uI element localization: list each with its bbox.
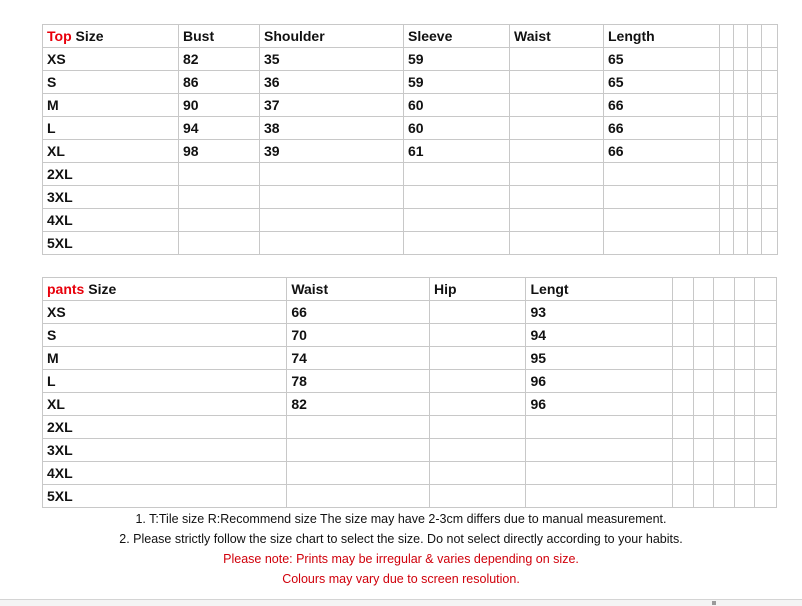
measurement-cell: 70 bbox=[287, 324, 430, 347]
measurement-cell bbox=[404, 232, 510, 255]
spacer-cell bbox=[693, 301, 714, 324]
spacer-cell bbox=[714, 324, 735, 347]
spacer-cell bbox=[734, 48, 748, 71]
measurement-cell bbox=[510, 163, 604, 186]
measurement-cell bbox=[260, 209, 404, 232]
spacer-cell bbox=[673, 324, 694, 347]
measurement-cell bbox=[287, 416, 430, 439]
measurement-cell bbox=[526, 462, 673, 485]
measurement-cell: 66 bbox=[604, 117, 720, 140]
spacer-cell bbox=[734, 94, 748, 117]
measurement-cell: 60 bbox=[404, 94, 510, 117]
spacer-cell bbox=[720, 140, 734, 163]
spacer-cell bbox=[755, 347, 777, 370]
measurement-cell: 65 bbox=[604, 48, 720, 71]
spacer-cell bbox=[714, 462, 735, 485]
measurement-cell: 65 bbox=[604, 71, 720, 94]
size-notes bbox=[0, 509, 802, 589]
table-row bbox=[43, 94, 778, 117]
spacer-cell bbox=[673, 462, 694, 485]
measurement-cell: 38 bbox=[260, 117, 404, 140]
spacer-cell bbox=[673, 439, 694, 462]
measurement-cell: 82 bbox=[179, 48, 260, 71]
spacer-cell bbox=[755, 278, 777, 301]
size-label-cell: 5XL bbox=[43, 485, 287, 508]
spacer-cell bbox=[755, 416, 777, 439]
spacer-cell bbox=[693, 393, 714, 416]
header-waist: Waist bbox=[510, 25, 604, 48]
measurement-cell bbox=[510, 94, 604, 117]
size-label-cell: S bbox=[43, 71, 179, 94]
measurement-cell bbox=[430, 301, 526, 324]
top-title-prefix: Top bbox=[47, 28, 72, 44]
measurement-cell bbox=[179, 186, 260, 209]
warning-line-1: Please note: Prints may be irregular & varies depending on size. bbox=[223, 552, 579, 566]
measurement-cell bbox=[404, 186, 510, 209]
size-label-cell: 4XL bbox=[43, 462, 287, 485]
note-line-1: 1. T:Tile size R:Recommend size The size may have 2-3cm differs due to manual measurement. bbox=[135, 512, 667, 526]
spacer-cell bbox=[748, 140, 762, 163]
spacer-cell bbox=[720, 163, 734, 186]
measurement-cell: 74 bbox=[287, 347, 430, 370]
spacer-cell bbox=[762, 209, 778, 232]
spacer-cell bbox=[762, 163, 778, 186]
spacer-cell bbox=[693, 278, 714, 301]
measurement-cell bbox=[287, 439, 430, 462]
spacer-cell bbox=[748, 25, 762, 48]
measurement-cell: 78 bbox=[287, 370, 430, 393]
header-waist: Waist bbox=[287, 278, 430, 301]
table-row bbox=[43, 71, 778, 94]
spacer-cell bbox=[734, 163, 748, 186]
measurement-cell: 60 bbox=[404, 117, 510, 140]
size-label-cell: 4XL bbox=[43, 209, 179, 232]
measurement-cell: 93 bbox=[526, 301, 673, 324]
measurement-cell: 98 bbox=[179, 140, 260, 163]
size-label-cell: XS bbox=[43, 48, 179, 71]
measurement-cell bbox=[604, 209, 720, 232]
table-row bbox=[43, 485, 777, 508]
measurement-cell bbox=[604, 186, 720, 209]
scroll-grip-icon[interactable] bbox=[712, 601, 716, 605]
spacer-cell bbox=[734, 117, 748, 140]
spacer-cell bbox=[734, 393, 755, 416]
measurement-cell bbox=[430, 439, 526, 462]
spacer-cell bbox=[693, 416, 714, 439]
spacer-cell bbox=[734, 370, 755, 393]
spacer-cell bbox=[720, 48, 734, 71]
header-shoulder: Shoulder bbox=[260, 25, 404, 48]
measurement-cell: 96 bbox=[526, 370, 673, 393]
measurement-cell bbox=[430, 347, 526, 370]
top-table-header-row bbox=[43, 25, 778, 48]
measurement-cell: 61 bbox=[404, 140, 510, 163]
measurement-cell bbox=[526, 485, 673, 508]
spacer-cell bbox=[748, 94, 762, 117]
spacer-cell bbox=[673, 278, 694, 301]
pants-size-title bbox=[43, 278, 287, 301]
spacer-cell bbox=[714, 278, 735, 301]
spacer-cell bbox=[762, 94, 778, 117]
measurement-cell: 59 bbox=[404, 48, 510, 71]
measurement-cell: 66 bbox=[604, 140, 720, 163]
measurement-cell bbox=[604, 232, 720, 255]
pants-size-table bbox=[42, 277, 777, 508]
spacer-cell bbox=[673, 416, 694, 439]
size-label-cell: L bbox=[43, 117, 179, 140]
measurement-cell bbox=[510, 117, 604, 140]
measurement-cell bbox=[510, 186, 604, 209]
spacer-cell bbox=[734, 25, 748, 48]
header-sleeve: Sleeve bbox=[404, 25, 510, 48]
measurement-cell: 66 bbox=[604, 94, 720, 117]
measurement-cell bbox=[510, 209, 604, 232]
table-row bbox=[43, 301, 777, 324]
spacer-cell bbox=[673, 370, 694, 393]
spacer-cell bbox=[714, 416, 735, 439]
measurement-cell bbox=[287, 462, 430, 485]
spacer-cell bbox=[714, 301, 735, 324]
table-row bbox=[43, 117, 778, 140]
spacer-cell bbox=[720, 232, 734, 255]
spacer-cell bbox=[734, 209, 748, 232]
table-row bbox=[43, 209, 778, 232]
spacer-cell bbox=[755, 462, 777, 485]
measurement-cell bbox=[260, 186, 404, 209]
measurement-cell bbox=[430, 462, 526, 485]
table-row bbox=[43, 186, 778, 209]
header-bust: Bust bbox=[179, 25, 260, 48]
spacer-cell bbox=[734, 439, 755, 462]
spacer-cell bbox=[734, 232, 748, 255]
measurement-cell bbox=[430, 416, 526, 439]
size-label-cell: XS bbox=[43, 301, 287, 324]
spacer-cell bbox=[734, 462, 755, 485]
measurement-cell: 37 bbox=[260, 94, 404, 117]
measurement-cell: 59 bbox=[404, 71, 510, 94]
spacer-cell bbox=[673, 301, 694, 324]
spacer-cell bbox=[755, 370, 777, 393]
measurement-cell bbox=[404, 163, 510, 186]
spacer-cell bbox=[693, 485, 714, 508]
spacer-cell bbox=[693, 347, 714, 370]
spacer-cell bbox=[748, 71, 762, 94]
spacer-cell bbox=[748, 163, 762, 186]
spacer-cell bbox=[693, 324, 714, 347]
spacer-cell bbox=[734, 278, 755, 301]
measurement-cell bbox=[526, 416, 673, 439]
measurement-cell bbox=[430, 485, 526, 508]
table-row bbox=[43, 462, 777, 485]
spacer-cell bbox=[673, 347, 694, 370]
spacer-cell bbox=[762, 117, 778, 140]
spacer-cell bbox=[720, 94, 734, 117]
warning-line-2: Colours may vary due to screen resolution. bbox=[282, 572, 520, 586]
measurement-cell: 66 bbox=[287, 301, 430, 324]
spacer-cell bbox=[693, 462, 714, 485]
size-label-cell: S bbox=[43, 324, 287, 347]
top-size-title bbox=[43, 25, 179, 48]
size-label-cell: 2XL bbox=[43, 163, 179, 186]
spacer-cell bbox=[714, 485, 735, 508]
spacer-cell bbox=[673, 485, 694, 508]
header-hip: Hip bbox=[430, 278, 526, 301]
table-row bbox=[43, 163, 778, 186]
spacer-cell bbox=[734, 347, 755, 370]
pants-title-prefix: pants bbox=[47, 281, 85, 297]
measurement-cell bbox=[179, 209, 260, 232]
measurement-cell bbox=[179, 163, 260, 186]
measurement-cell: 39 bbox=[260, 140, 404, 163]
measurement-cell bbox=[404, 209, 510, 232]
spacer-cell bbox=[720, 25, 734, 48]
spacer-cell bbox=[734, 324, 755, 347]
table-row bbox=[43, 324, 777, 347]
measurement-cell: 35 bbox=[260, 48, 404, 71]
spacer-cell bbox=[720, 186, 734, 209]
measurement-cell bbox=[287, 485, 430, 508]
measurement-cell bbox=[260, 163, 404, 186]
measurement-cell: 94 bbox=[526, 324, 673, 347]
measurement-cell bbox=[526, 439, 673, 462]
measurement-cell bbox=[430, 393, 526, 416]
spacer-cell bbox=[714, 347, 735, 370]
spacer-cell bbox=[755, 439, 777, 462]
top-title-suffix: Size bbox=[71, 28, 104, 44]
measurement-cell: 82 bbox=[287, 393, 430, 416]
table-row bbox=[43, 232, 778, 255]
spacer-cell bbox=[762, 140, 778, 163]
measurement-cell bbox=[510, 48, 604, 71]
pants-table-header-row bbox=[43, 278, 777, 301]
spacer-cell bbox=[755, 324, 777, 347]
measurement-cell bbox=[510, 140, 604, 163]
spacer-cell bbox=[748, 232, 762, 255]
spacer-cell bbox=[693, 439, 714, 462]
header-length: Lengt bbox=[526, 278, 673, 301]
measurement-cell: 95 bbox=[526, 347, 673, 370]
spacer-cell bbox=[714, 439, 735, 462]
spacer-cell bbox=[762, 186, 778, 209]
table-row bbox=[43, 140, 778, 163]
table-row bbox=[43, 416, 777, 439]
spacer-cell bbox=[762, 71, 778, 94]
spacer-cell bbox=[734, 186, 748, 209]
spacer-cell bbox=[748, 186, 762, 209]
measurement-cell bbox=[510, 232, 604, 255]
spacer-cell bbox=[748, 209, 762, 232]
measurement-cell bbox=[179, 232, 260, 255]
spacer-cell bbox=[673, 393, 694, 416]
measurement-cell bbox=[430, 370, 526, 393]
measurement-cell bbox=[260, 232, 404, 255]
measurement-cell: 96 bbox=[526, 393, 673, 416]
table-row bbox=[43, 439, 777, 462]
spacer-cell bbox=[748, 48, 762, 71]
spacer-cell bbox=[693, 370, 714, 393]
spacer-cell bbox=[734, 485, 755, 508]
measurement-cell: 94 bbox=[179, 117, 260, 140]
spacer-cell bbox=[714, 370, 735, 393]
size-label-cell: XL bbox=[43, 393, 287, 416]
size-label-cell: M bbox=[43, 347, 287, 370]
measurement-cell bbox=[430, 324, 526, 347]
spacer-cell bbox=[748, 117, 762, 140]
spacer-cell bbox=[734, 71, 748, 94]
spacer-cell bbox=[714, 393, 735, 416]
spacer-cell bbox=[762, 25, 778, 48]
spacer-cell bbox=[755, 393, 777, 416]
measurement-cell: 86 bbox=[179, 71, 260, 94]
size-label-cell: M bbox=[43, 94, 179, 117]
measurement-cell bbox=[604, 163, 720, 186]
spacer-cell bbox=[762, 48, 778, 71]
size-label-cell: 3XL bbox=[43, 439, 287, 462]
size-label-cell: XL bbox=[43, 140, 179, 163]
spacer-cell bbox=[734, 140, 748, 163]
spacer-cell bbox=[720, 71, 734, 94]
size-label-cell: 2XL bbox=[43, 416, 287, 439]
size-label-cell: 3XL bbox=[43, 186, 179, 209]
spacer-cell bbox=[734, 301, 755, 324]
table-row bbox=[43, 48, 778, 71]
spacer-cell bbox=[720, 209, 734, 232]
header-length: Length bbox=[604, 25, 720, 48]
spacer-cell bbox=[755, 485, 777, 508]
measurement-cell bbox=[510, 71, 604, 94]
spacer-cell bbox=[734, 416, 755, 439]
table-row bbox=[43, 370, 777, 393]
table-row bbox=[43, 347, 777, 370]
measurement-cell: 90 bbox=[179, 94, 260, 117]
note-line-2: 2. Please strictly follow the size chart to select the size. Do not select directly according to your habits. bbox=[119, 532, 683, 546]
size-label-cell: L bbox=[43, 370, 287, 393]
table-row bbox=[43, 393, 777, 416]
spacer-cell bbox=[720, 117, 734, 140]
spacer-cell bbox=[755, 301, 777, 324]
pants-title-suffix: Size bbox=[84, 281, 117, 297]
spacer-cell bbox=[762, 232, 778, 255]
top-size-table bbox=[42, 24, 778, 255]
size-label-cell: 5XL bbox=[43, 232, 179, 255]
measurement-cell: 36 bbox=[260, 71, 404, 94]
